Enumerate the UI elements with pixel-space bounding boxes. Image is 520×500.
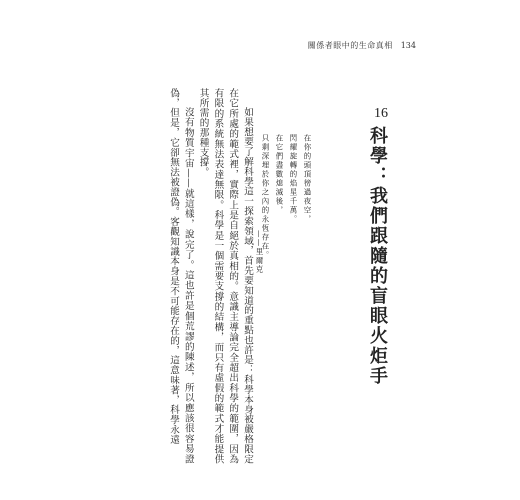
epigraph-line: 閃耀旋轉的焰星千萬。: [289, 134, 298, 224]
epigraph-line: 只剩深埋於你之內的永恆存在。: [261, 134, 270, 260]
chapter-number: 16: [374, 106, 388, 121]
chapter-title: 科學：我們跟隨的盲眼火炬手: [367, 126, 388, 386]
body-paragraph: 如果想要了解科學這一探索領域，首先要知道的重點也許是：科學本身被嚴格限定在它所處的範式裡，實際上是自絕於真相的。意識主導論完全超出科學的範圍，因為有限的系統無法表達無限。科學是一個需要支撐的結構，而只有虛假的範式才能提供其所需的那種支撐。: [197, 88, 253, 464]
running-header: [308, 40, 416, 51]
body-paragraph: 沒有物質宇宙——就這樣，說完了。這也許是個荒謬的陳述，所以應該很容易證偽，但是，它卻無法被證偽。客觀知識本身是不可能存在的，這意味著，科學永遠: [168, 88, 194, 464]
epigraph-attribution: ——里爾克: [255, 230, 264, 274]
running-header-title: 關係者眼中的生命真相: [307, 41, 393, 50]
epigraph-line: 在你的頭頂徬過夜空，: [303, 134, 312, 224]
epigraph-poem: [258, 134, 314, 284]
page-number: 134: [400, 41, 416, 50]
epigraph-line: 在它們盡數熄滅後，: [275, 134, 284, 215]
body-text: [106, 88, 254, 464]
